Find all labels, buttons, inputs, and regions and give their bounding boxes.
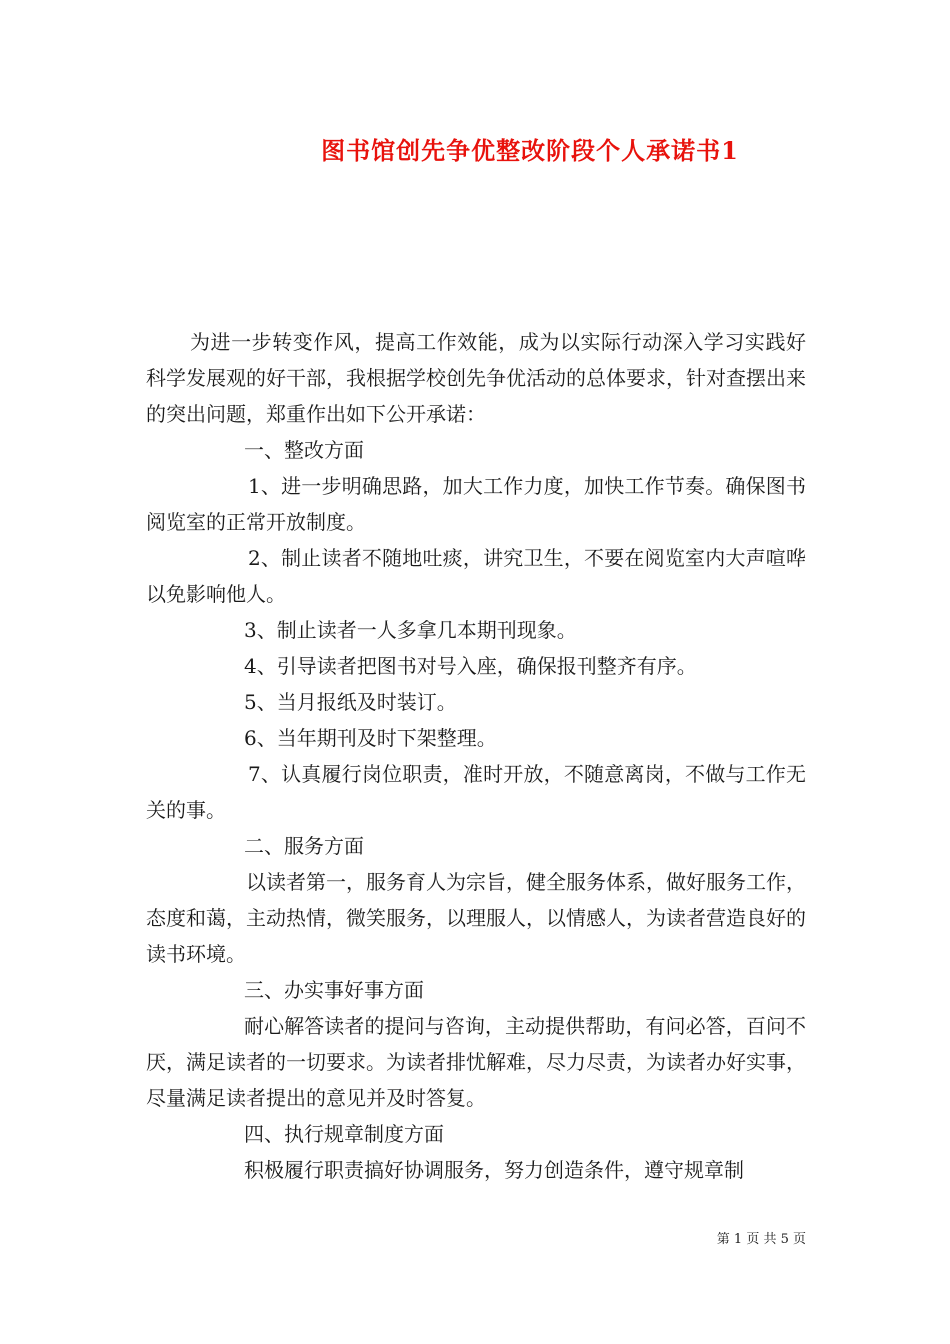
list-item: 5、当月报纸及时装订。 — [244, 690, 457, 714]
list-item: 4、引导读者把图书对号入座，确保报刊整齐有序。 — [244, 654, 697, 678]
document-body — [146, 324, 806, 1188]
list-item: 7、认真履行岗位职责，准时开放，不随意离岗，不做与工作无关的事。 — [146, 762, 806, 822]
list-item: 1、进一步明确思路，加大工作力度，加快工作节奏。确保图书阅览室的正常开放制度。 — [146, 474, 806, 534]
list-item: 3、制止读者一人多拿几本期刊现象。 — [244, 618, 577, 642]
service-paragraph: 以读者第一，服务育人为宗旨，健全服务体系，做好服务工作，态度和蔼，主动热情，微笑服务，以理服人，以情感人，为读者营造良好的读书环境。 — [146, 870, 806, 966]
intro-paragraph: 为进一步转变作风，提高工作效能，成为以实际行动深入学习实践好科学发展观的好干部，我根据学校创先争优活动的总体要求，针对查摆出来的突出问题，郑重作出如下公开承诺： — [146, 330, 806, 426]
practical-deeds-paragraph: 耐心解答读者的提问与咨询，主动提供帮助，有问必答，百问不厌，满足读者的一切要求。为读者排忧解难，尽力尽责，为读者办好实事，尽量满足读者提出的意见并及时答复。 — [146, 1014, 806, 1110]
document-title: 图书馆创先争优整改阶段个人承诺书1 — [321, 136, 739, 165]
list-item: 2、制止读者不随地吐痰，讲究卫生，不要在阅览室内大声喧哗以免影响他人。 — [146, 546, 806, 606]
regulations-paragraph: 积极履行职责搞好协调服务，努力创造条件，遵守规章制 — [244, 1158, 744, 1182]
section-heading-practical-deeds: 三、办实事好事方面 — [244, 978, 424, 1002]
section-heading-service: 二、服务方面 — [244, 834, 364, 858]
section-heading-regulations: 四、执行规章制度方面 — [244, 1122, 444, 1146]
page-number-footer: 第 1 页 共 5 页 — [716, 1232, 806, 1247]
list-item: 6、当年期刊及时下架整理。 — [244, 726, 497, 750]
section-heading-rectification: 一、整改方面 — [244, 438, 364, 462]
